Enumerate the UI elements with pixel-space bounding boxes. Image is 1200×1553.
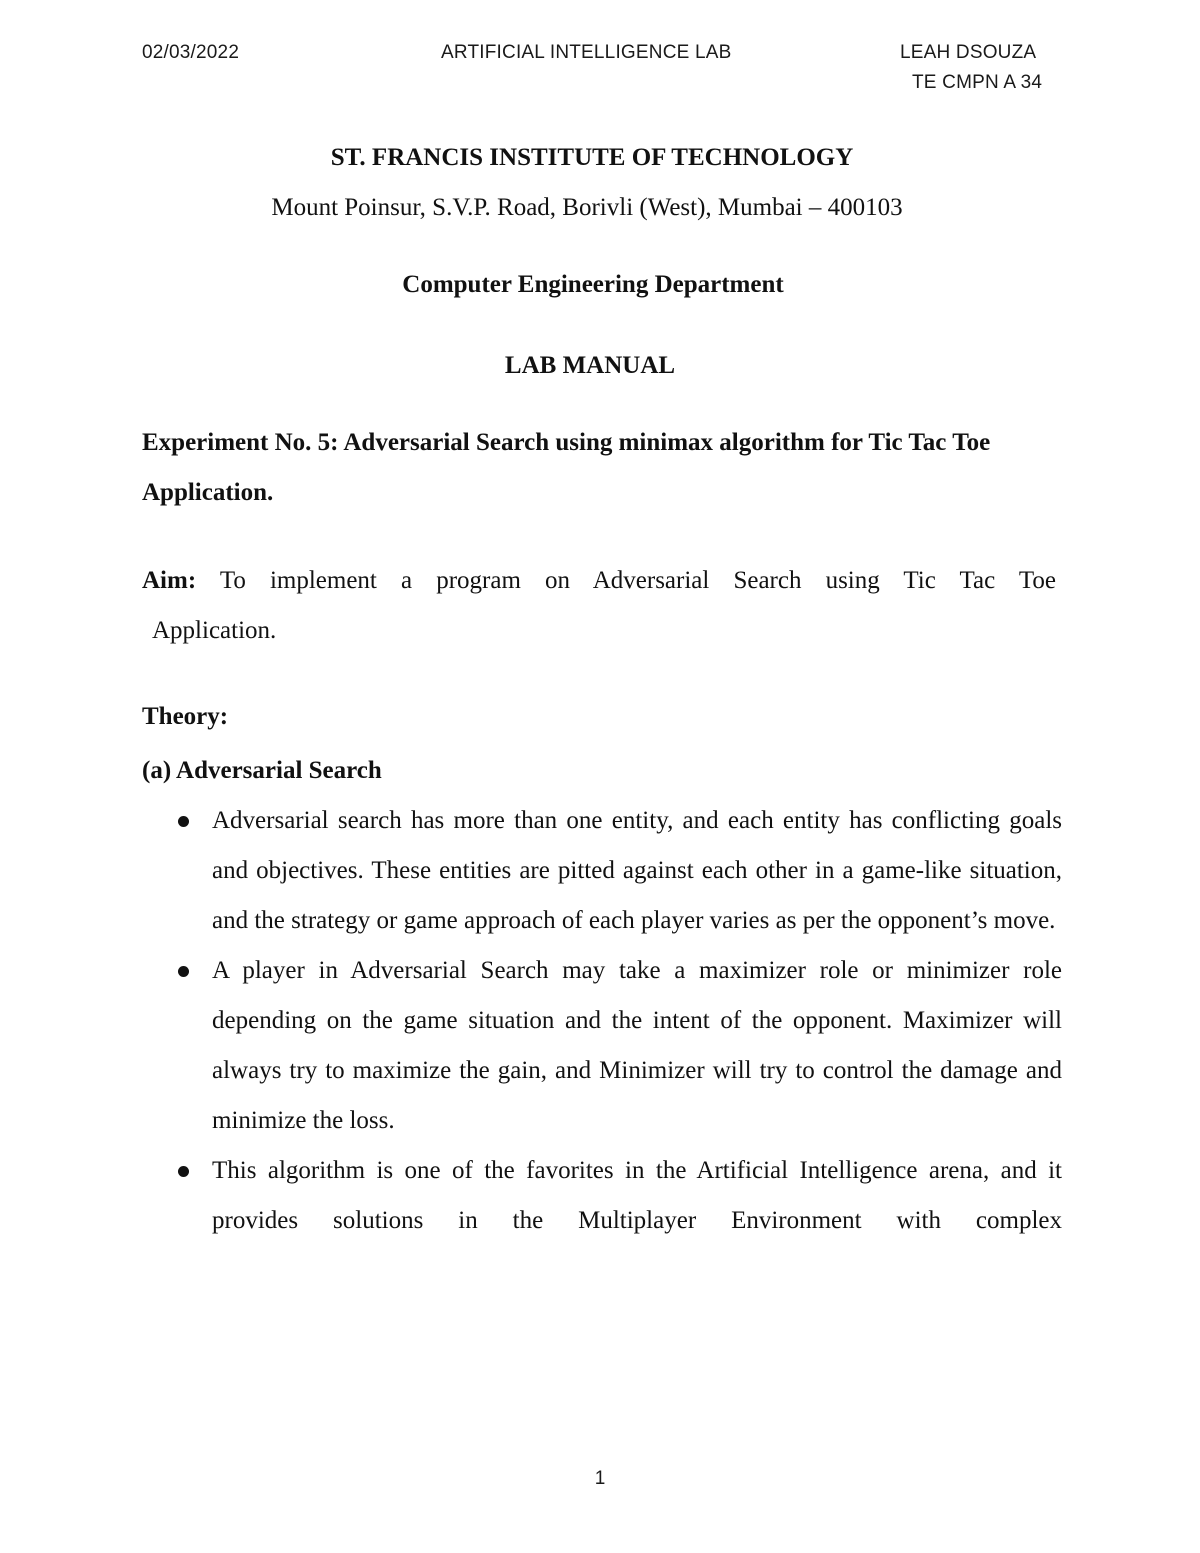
header-class-roll: TE CMPN A 34 <box>912 72 1043 93</box>
bullet-text: A player in Adversarial Search may take a maximizer role or minimizer role depending on the game situation and the intent of the opponent. Maximizer will always try to maximize the gain, and Minimizer will try to control the damage and minimize the loss. <box>212 957 1062 1134</box>
aim-label: Aim: <box>142 567 197 594</box>
header-date: 02/03/2022 <box>142 42 240 63</box>
bullet-dot-icon <box>178 1166 189 1177</box>
lab-manual-title: LAB MANUAL <box>504 352 676 379</box>
header-course-title: ARTIFICIAL INTELLIGENCE LAB <box>441 42 732 63</box>
bullet-dot-icon <box>178 816 189 827</box>
header-author-name: LEAH DSOUZA <box>900 42 1037 63</box>
aim-text-line1: To implement a program on Adversarial Search using Tic Tac Toe <box>219 567 1056 594</box>
bullet-dot-icon <box>178 966 189 977</box>
aim-text-line2: Application. <box>152 617 277 644</box>
theory-bullet-list <box>176 796 1062 1246</box>
bullet-item <box>176 796 1062 946</box>
theory-heading: Theory: <box>142 703 229 730</box>
experiment-title: Experiment No. 5: Adversarial Search using minimax algorithm for Tic Tac Toe Application. <box>142 429 991 506</box>
bullet-text: Adversarial search has more than one entity, and each entity has conflicting goals and objectives. These entities are pitted against each other in a game-like situation, and the strategy or game approach of each player varies as per the opponent’s move. <box>212 807 1062 934</box>
bullet-text: This algorithm is one of the favorites in the Artificial Intelligence arena, and it provides solutions in the Multiplayer Environment with complex <box>212 1157 1062 1234</box>
institute-address: Mount Poinsur, S.V.P. Road, Borivli (West), Mumbai – 400103 <box>271 194 903 221</box>
aim-paragraph <box>142 556 1056 606</box>
institute-name: ST. FRANCIS INSTITUTE OF TECHNOLOGY <box>330 144 854 171</box>
department-name: Computer Engineering Department <box>402 271 784 298</box>
page-number: 1 <box>594 1468 606 1489</box>
bullet-item <box>176 1146 1062 1246</box>
bullet-item <box>176 946 1062 1146</box>
subsection-heading: (a) Adversarial Search <box>142 757 382 784</box>
